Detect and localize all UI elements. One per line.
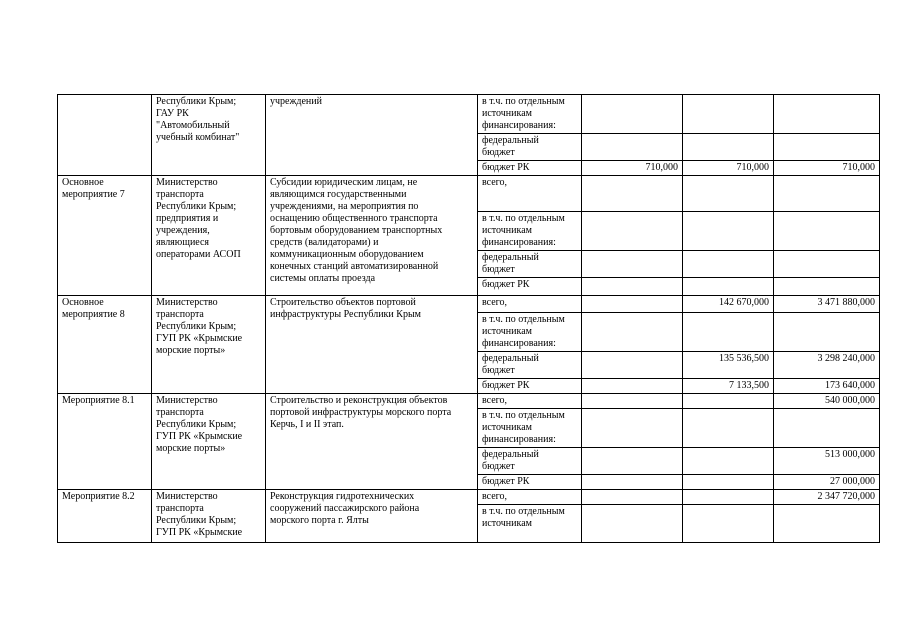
funding-source-cell: в т.ч. по отдельным источникам [478,505,582,543]
executor-cell: Министерство транспорта Республики Крым; ГУП РК «Крымские морские порты» [152,296,266,394]
amount-cell-3 [774,251,880,278]
table-row [58,394,880,409]
amount-cell-1 [582,278,683,296]
funding-source-cell: всего, [478,296,582,313]
amount-cell-2: 7 133,500 [683,379,774,394]
description-cell: учреждений [266,95,478,176]
event-cell: Основное мероприятие 7 [58,176,152,296]
amount-cell-1 [582,176,683,212]
amount-cell-3 [774,212,880,251]
funding-source-cell: в т.ч. по отдельным источникам финансирования: [478,409,582,448]
amount-cell-3: 710,000 [774,161,880,176]
amount-cell-1 [582,448,683,475]
table-row [58,296,880,313]
amount-cell-3 [774,505,880,543]
amount-cell-1 [582,296,683,313]
amount-cell-2 [683,490,774,505]
amount-cell-3: 513 000,000 [774,448,880,475]
amount-cell-2 [683,409,774,448]
amount-cell-2: 135 536,500 [683,352,774,379]
funding-source-cell: бюджет РК [478,475,582,490]
funding-source-cell: всего, [478,176,582,212]
amount-cell-2 [683,95,774,134]
amount-cell-2: 710,000 [683,161,774,176]
amount-cell-3: 173 640,000 [774,379,880,394]
amount-cell-1 [582,134,683,161]
funding-source-cell: всего, [478,394,582,409]
description-cell: Строительство объектов портовой инфраструктуры Республики Крым [266,296,478,394]
amount-cell-3 [774,409,880,448]
table-row [58,95,880,134]
funding-source-cell: федеральный бюджет [478,134,582,161]
event-cell: Основное мероприятие 8 [58,296,152,394]
amount-cell-3 [774,95,880,134]
funding-source-cell: в т.ч. по отдельным источникам финансирования: [478,95,582,134]
funding-source-cell: бюджет РК [478,278,582,296]
description-cell: Реконструкция гидротехнических сооружений пассажирского района морского порта г. Ялты [266,490,478,543]
amount-cell-1 [582,379,683,394]
amount-cell-1 [582,212,683,251]
amount-cell-3 [774,278,880,296]
amount-cell-2 [683,176,774,212]
amount-cell-1: 710,000 [582,161,683,176]
amount-cell-1 [582,394,683,409]
amount-cell-2 [683,212,774,251]
executor-cell: Республики Крым; ГАУ РК "Автомобильный учебный комбинат" [152,95,266,176]
amount-cell-2 [683,505,774,543]
funding-source-cell: в т.ч. по отдельным источникам финансирования: [478,313,582,352]
table-row [58,490,880,505]
amount-cell-2 [683,448,774,475]
amount-cell-3: 3 298 240,000 [774,352,880,379]
table-row [58,176,880,212]
amount-cell-1 [582,95,683,134]
event-cell: Мероприятие 8.1 [58,394,152,490]
funding-source-cell: федеральный бюджет [478,251,582,278]
amount-cell-3 [774,134,880,161]
funding-source-cell: в т.ч. по отдельным источникам финансирования: [478,212,582,251]
amount-cell-2 [683,394,774,409]
event-cell [58,95,152,176]
amount-cell-1 [582,313,683,352]
funding-source-cell: всего, [478,490,582,505]
amount-cell-3: 3 471 880,000 [774,296,880,313]
funding-source-cell: федеральный бюджет [478,448,582,475]
amount-cell-1 [582,251,683,278]
event-cell: Мероприятие 8.2 [58,490,152,543]
amount-cell-2 [683,251,774,278]
amount-cell-1 [582,490,683,505]
amount-cell-2: 142 670,000 [683,296,774,313]
amount-cell-3: 27 000,000 [774,475,880,490]
program-table [57,94,880,543]
amount-cell-3 [774,176,880,212]
amount-cell-1 [582,409,683,448]
amount-cell-1 [582,505,683,543]
amount-cell-1 [582,475,683,490]
executor-cell: Министерство транспорта Республики Крым; ГУП РК «Крымские морские порты» [152,394,266,490]
amount-cell-3: 2 347 720,000 [774,490,880,505]
funding-source-cell: бюджет РК [478,379,582,394]
funding-source-cell: бюджет РК [478,161,582,176]
amount-cell-2 [683,313,774,352]
amount-cell-2 [683,278,774,296]
description-cell: Субсидии юридическим лицам, не являющимся государственными учреждениями, на мероприятия по оснащению общественного транспорта бортовым оборудованием транспортных средств (валидаторами) и коммуникационным оборудованием конечных станций автоматизированной системы оплаты проезда [266,176,478,296]
amount-cell-2 [683,134,774,161]
amount-cell-1 [582,352,683,379]
amount-cell-2 [683,475,774,490]
executor-cell: Министерство транспорта Республики Крым; ГУП РК «Крымские [152,490,266,543]
description-cell: Строительство и реконструкция объектов портовой инфраструктуры морского порта Керчь, I и II этап. [266,394,478,490]
amount-cell-3 [774,313,880,352]
amount-cell-3: 540 000,000 [774,394,880,409]
executor-cell: Министерство транспорта Республики Крым; предприятия и учреждения, являющиеся операторами АСОП [152,176,266,296]
funding-source-cell: федеральный бюджет [478,352,582,379]
